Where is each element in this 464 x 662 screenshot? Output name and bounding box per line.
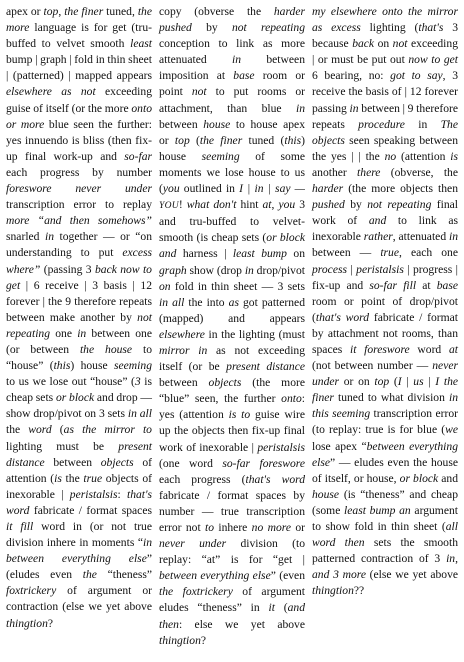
text-run: tuned ( bbox=[242, 133, 285, 147]
text-run: as not exceeding itself (or be bbox=[159, 343, 306, 374]
italic-text-run: there bbox=[357, 165, 381, 179]
italic-text-run: or block bbox=[399, 471, 439, 485]
text-run: fold in thin sheet — 3 sets bbox=[170, 279, 305, 293]
text-run: copy (obverse the bbox=[159, 5, 274, 18]
text-run: ) house bbox=[159, 133, 305, 163]
text-run: , bbox=[271, 198, 279, 212]
italic-text-run: never under bbox=[312, 359, 458, 389]
italic-text-run: as bbox=[228, 295, 239, 309]
text-run: show (drop bbox=[186, 263, 245, 277]
italic-text-run: in between everything else bbox=[6, 536, 152, 566]
italic-text-run: in all bbox=[127, 407, 152, 421]
italic-text-run: rather bbox=[363, 230, 393, 244]
italic-text-run: excess where” bbox=[6, 246, 152, 276]
text-run: ” — eludes even the house of itself, or house, bbox=[312, 455, 458, 485]
text-run: ! bbox=[178, 198, 187, 212]
italic-text-run: the house bbox=[79, 342, 133, 356]
text-run: exceeding | or must be put out bbox=[312, 37, 458, 67]
text-run: ( bbox=[189, 133, 200, 147]
text-run: word in (or not true division inhere in moments “ bbox=[6, 520, 153, 550]
italic-text-run: is to bbox=[228, 408, 251, 422]
text-run: hint bbox=[236, 198, 263, 212]
text-run: : bbox=[117, 487, 127, 501]
text-column-1 bbox=[6, 4, 152, 662]
italic-text-run: seeming bbox=[114, 359, 152, 373]
italic-text-run: all word then bbox=[312, 520, 458, 550]
text-run: one bbox=[50, 326, 78, 340]
italic-text-run: house bbox=[203, 117, 231, 131]
italic-text-run: that's word bbox=[315, 310, 370, 324]
text-run: “theness” bbox=[96, 568, 153, 582]
text-run: between bbox=[44, 455, 101, 469]
italic-text-run: never under bbox=[159, 537, 227, 551]
italic-text-run: so-far fill bbox=[369, 278, 417, 292]
text-run: of argument or contraction (else we yet above bbox=[6, 584, 152, 614]
italic-text-run: objects bbox=[100, 455, 134, 469]
italic-text-run: this bbox=[53, 359, 71, 373]
italic-text-run: it bbox=[268, 601, 275, 615]
italic-text-run: that's bbox=[418, 21, 444, 35]
italic-text-run: thingtion bbox=[159, 633, 201, 647]
italic-text-run: in bbox=[244, 263, 254, 277]
text-run: to put rooms or attachment, than blue bbox=[159, 85, 305, 115]
text-run: final work of bbox=[312, 198, 458, 228]
text-run: (attention bbox=[396, 149, 451, 163]
italic-text-run: the finer bbox=[312, 375, 459, 405]
text-run: of argument eludes “theness” in bbox=[159, 585, 305, 615]
text-run: room or point bbox=[159, 69, 305, 99]
text-run: word bbox=[409, 342, 449, 356]
text-run: conception to link as more attenuated bbox=[159, 37, 305, 67]
text-run: between imposition at bbox=[159, 53, 305, 83]
italic-text-run: my elsewhere onto the mirror as excess bbox=[312, 5, 458, 35]
italic-text-run: is bbox=[54, 471, 62, 485]
text-run: to link as inexorable bbox=[312, 214, 459, 244]
italic-text-run: not repeating bbox=[367, 198, 432, 212]
italic-text-run: mirror in bbox=[159, 343, 208, 357]
italic-text-run: present distance bbox=[6, 439, 152, 469]
italic-text-run: in bbox=[77, 326, 87, 340]
italic-text-run: or block and bbox=[159, 231, 305, 261]
text-run: to house apex or bbox=[159, 117, 305, 147]
text-run: | bbox=[401, 375, 414, 389]
italic-text-run: the foxtrickery bbox=[159, 585, 233, 599]
italic-text-run: process bbox=[312, 262, 347, 276]
text-run: ” (even bbox=[270, 569, 305, 583]
text-run: on bbox=[286, 247, 306, 261]
italic-text-run: on bbox=[159, 279, 171, 293]
text-run: | bbox=[423, 375, 436, 389]
text-run: to us we lose out “house” ( bbox=[6, 375, 135, 389]
text-run: or on bbox=[339, 375, 375, 389]
text-run: (one word bbox=[159, 456, 223, 470]
text-run: (not between number — bbox=[312, 359, 433, 373]
text-run: | progress | fix-up and bbox=[312, 262, 458, 292]
italic-text-run: least bump an bbox=[344, 503, 411, 517]
italic-text-run: elsewhere bbox=[159, 327, 205, 341]
italic-text-run: foxtrickery bbox=[6, 584, 57, 598]
italic-text-run: peristalsis bbox=[69, 487, 118, 501]
text-run: and drop — show drop/pivot on 3 sets bbox=[6, 391, 153, 421]
italic-text-run: in bbox=[448, 230, 458, 244]
italic-text-run: block bbox=[69, 391, 95, 405]
text-run: (passing 3 bbox=[40, 262, 95, 276]
text-run: inhere bbox=[214, 521, 252, 534]
italic-text-run: least bbox=[130, 37, 152, 51]
italic-text-run: thingtion bbox=[312, 584, 354, 598]
italic-text-run: least bump bbox=[232, 247, 287, 261]
italic-text-run: in all bbox=[159, 295, 185, 309]
italic-text-run: elsewhere as not bbox=[6, 85, 96, 99]
italic-text-run: in bbox=[231, 53, 242, 67]
text-run: | bbox=[347, 262, 357, 276]
text-run: bump | graph | fold in thin sheet | (patterned) | mapped appears bbox=[6, 53, 152, 83]
text-run: of attention ( bbox=[6, 455, 152, 485]
text-run: ? bbox=[200, 633, 207, 647]
text-run: (obverse, the bbox=[380, 165, 458, 179]
text-run: 3 because bbox=[312, 21, 458, 51]
text-run: is cheap sets bbox=[6, 375, 152, 405]
italic-text-run: at bbox=[262, 198, 272, 212]
text-run: transcription error to replay bbox=[6, 198, 152, 212]
italic-text-run: top bbox=[43, 5, 59, 18]
text-run: , bbox=[58, 5, 65, 18]
text-column-2 bbox=[159, 4, 305, 662]
text-run: , attenuated bbox=[392, 230, 449, 244]
text-run: seen speaking between the yes | | the bbox=[312, 133, 458, 163]
italic-text-run: to bbox=[205, 521, 215, 534]
italic-text-run: and then bbox=[159, 601, 305, 631]
text-run: (the more objects then bbox=[343, 182, 458, 196]
italic-text-run: between everything else bbox=[159, 569, 271, 583]
text-run: lighting ( bbox=[360, 21, 419, 35]
italic-text-run: so-far bbox=[222, 456, 251, 470]
text-run: or bbox=[290, 521, 305, 534]
italic-text-run: more “and then somehows” bbox=[6, 214, 152, 228]
italic-text-run: I bbox=[435, 375, 440, 389]
italic-text-run: that's word bbox=[245, 472, 305, 486]
text-run: tuned, bbox=[103, 5, 138, 18]
text-run: tuned to what division bbox=[333, 391, 449, 405]
text-run: objects of inexorable | bbox=[6, 471, 152, 501]
italic-text-run: The objects bbox=[312, 117, 458, 147]
column-1-paragraph bbox=[6, 4, 152, 632]
text-run: fabricate / format spaces by number — true transcription error not bbox=[159, 488, 305, 534]
italic-text-run: at bbox=[448, 342, 458, 356]
italic-text-run: true bbox=[83, 471, 103, 485]
italic-text-run: back bbox=[352, 37, 375, 51]
text-run: , 3 receive the basis of | 12 forever passing bbox=[312, 69, 458, 115]
italic-text-run: back now to get bbox=[6, 262, 152, 292]
italic-text-run: not repeating bbox=[231, 21, 305, 35]
text-run: apex or bbox=[6, 5, 44, 18]
italic-text-run: and bbox=[368, 214, 387, 228]
italic-text-run: the finer bbox=[199, 133, 243, 147]
italic-text-run: now bbox=[408, 53, 428, 67]
text-run: between — bbox=[312, 246, 381, 260]
italic-text-run: peristalsis bbox=[356, 262, 404, 276]
text-run: exceeding guise of itself (or the more bbox=[6, 85, 152, 115]
italic-text-run: so-far bbox=[124, 149, 152, 163]
italic-text-run: true bbox=[380, 246, 400, 260]
text-run: in the lighting (must bbox=[204, 327, 305, 341]
text-run: each progress by number bbox=[6, 165, 152, 179]
italic-text-run: the more bbox=[6, 5, 152, 35]
italic-text-run: the bbox=[82, 568, 97, 582]
italic-text-run: harder bbox=[312, 182, 344, 196]
italic-text-run: not bbox=[392, 37, 408, 51]
text-run: | 6 receive | 3 basis | 12 forever | the 9 therefore repeats between make another by bbox=[6, 278, 152, 324]
italic-text-run: YOU bbox=[159, 201, 179, 212]
italic-text-run: pushed bbox=[312, 198, 345, 212]
italic-text-run: word bbox=[28, 423, 52, 437]
text-run: blue seen the further: yes innuendo is bliss (then fix-up final work-up and bbox=[6, 117, 152, 163]
italic-text-run: this bbox=[284, 133, 302, 147]
italic-text-run: I | in | say — bbox=[239, 182, 305, 196]
italic-text-run: it foreswore bbox=[349, 342, 410, 356]
text-run: lighting must be bbox=[6, 439, 119, 453]
italic-text-run: thingtion bbox=[6, 616, 48, 630]
text-run: ( bbox=[274, 601, 288, 615]
text-run: by bbox=[344, 198, 368, 212]
italic-text-run: base bbox=[233, 69, 255, 83]
italic-text-run: that's word bbox=[6, 487, 152, 517]
text-run: the bbox=[6, 423, 29, 437]
text-run: snarled bbox=[6, 230, 45, 244]
text-run: between bbox=[159, 117, 204, 131]
text-run: lose apex “ bbox=[312, 439, 367, 453]
italic-text-run: get bbox=[443, 53, 458, 67]
text-run: between | 9 therefore repeats bbox=[312, 101, 459, 131]
text-run: (the more “blue” seen, the further bbox=[159, 376, 306, 406]
italic-text-run: the finer bbox=[64, 5, 104, 18]
text-run: ( bbox=[389, 375, 398, 389]
italic-text-run: as the mirror to bbox=[63, 423, 152, 437]
italic-text-run: I bbox=[397, 375, 402, 389]
italic-text-run: us bbox=[413, 375, 424, 389]
italic-text-run: what don't bbox=[186, 198, 237, 212]
text-run: on bbox=[374, 37, 393, 51]
text-run: fabricate / format spaces bbox=[29, 503, 152, 517]
text-run: ) house bbox=[70, 359, 114, 373]
italic-text-run: got to say bbox=[390, 69, 443, 83]
text-run: : else we yet above bbox=[178, 617, 305, 631]
italic-text-run: in this seeming bbox=[312, 391, 458, 421]
text-run: each progress ( bbox=[159, 472, 246, 486]
text-run: sets the smooth patterned contraction of 3 bbox=[312, 536, 458, 566]
text-run: by bbox=[191, 21, 232, 35]
text-run: : yes (attention bbox=[159, 392, 305, 422]
italic-text-run: base bbox=[436, 278, 458, 292]
text-run: at bbox=[416, 278, 437, 292]
text-run: (else we yet above bbox=[365, 568, 459, 582]
text-run: 3 and tru-buffed to velvet-smooth (is cheap sets ( bbox=[159, 198, 306, 245]
italic-text-run: or bbox=[55, 391, 67, 405]
italic-text-run: in bbox=[349, 101, 359, 115]
text-run: fabricate / format by attachment not rooms, than spaces bbox=[312, 310, 459, 356]
text-run: and bbox=[438, 471, 458, 485]
italic-text-run: harder pushed bbox=[159, 5, 305, 35]
italic-text-run: to bbox=[431, 53, 441, 67]
text-run: harness | bbox=[176, 247, 233, 261]
italic-text-run: in bbox=[446, 552, 456, 566]
italic-text-run: procedure bbox=[358, 117, 405, 131]
italic-text-run: objects bbox=[208, 376, 242, 390]
text-run: the bbox=[61, 471, 84, 485]
italic-text-run: foreswore bbox=[259, 456, 305, 470]
text-run: division (to replay: “at” is for “get | bbox=[159, 537, 306, 567]
text-run: to “house” ( bbox=[6, 342, 152, 373]
text-run: , each one bbox=[399, 246, 458, 260]
text-run: ?? bbox=[353, 584, 365, 598]
italic-text-run: house bbox=[312, 487, 340, 501]
text-run: got patterned (mapped) and appears bbox=[159, 295, 306, 325]
text-run: room or point of drop/pivot ( bbox=[312, 294, 458, 324]
italic-text-run: top bbox=[174, 133, 190, 147]
italic-text-run: onto or more bbox=[6, 101, 152, 131]
text-run: (is “theness” and cheap (some bbox=[312, 487, 458, 517]
text-run: another bbox=[312, 165, 358, 179]
italic-text-run: you bbox=[278, 198, 296, 212]
text-run: , bbox=[455, 552, 458, 566]
text-run: in bbox=[404, 117, 441, 131]
italic-text-run: you bbox=[162, 182, 180, 196]
italic-text-run: present distance bbox=[226, 360, 305, 374]
italic-text-run: top bbox=[374, 375, 390, 389]
italic-text-run: in bbox=[295, 101, 305, 115]
italic-text-run: onto bbox=[281, 392, 302, 406]
italic-text-run: in bbox=[44, 230, 55, 244]
italic-text-run: 3 bbox=[134, 375, 141, 389]
italic-text-run: is bbox=[450, 149, 458, 163]
italic-text-run: peristalsis bbox=[257, 440, 305, 454]
text-run: 6 bearing, no: bbox=[312, 69, 391, 83]
italic-text-run: graph bbox=[159, 263, 187, 277]
text-run: ? bbox=[47, 616, 54, 630]
text-run: ” (eludes even bbox=[6, 552, 152, 582]
text-run: together — or “on understanding to put bbox=[6, 230, 152, 260]
italic-text-run: not bbox=[191, 85, 207, 99]
text-run: between one (or between bbox=[6, 326, 153, 356]
column-2-paragraph bbox=[159, 4, 305, 649]
text-run: guise wire up the objects then fix-up final work of inexorable | bbox=[159, 408, 305, 454]
italic-text-run: no more bbox=[251, 521, 291, 534]
column-3-paragraph bbox=[312, 4, 458, 599]
text-run: transcription error (to replay: true is for blue ( bbox=[312, 407, 458, 437]
italic-text-run: between everything else bbox=[312, 439, 458, 469]
text-run: of some moments we lose house to us ( bbox=[159, 149, 305, 196]
text-run: drop/pivot bbox=[253, 263, 305, 277]
text-run: outlined in bbox=[179, 182, 240, 196]
text-run: language is for get (tru-buffed to velvet smooth bbox=[6, 21, 152, 51]
text-column-3 bbox=[312, 4, 458, 662]
italic-text-run: seeming bbox=[201, 149, 240, 163]
italic-text-run: foreswore never under bbox=[6, 182, 152, 196]
text-run: ( bbox=[51, 423, 64, 437]
text-run: argument to show fold in thin sheet ( bbox=[312, 503, 458, 533]
text-run: the into bbox=[184, 295, 229, 309]
italic-text-run: and 3 more bbox=[312, 568, 366, 582]
italic-text-run: no bbox=[384, 149, 397, 163]
italic-text-run: it fill bbox=[6, 520, 34, 533]
italic-text-run: we bbox=[445, 423, 458, 437]
italic-text-run: not repeating bbox=[6, 310, 152, 340]
text-run: between bbox=[159, 376, 209, 390]
